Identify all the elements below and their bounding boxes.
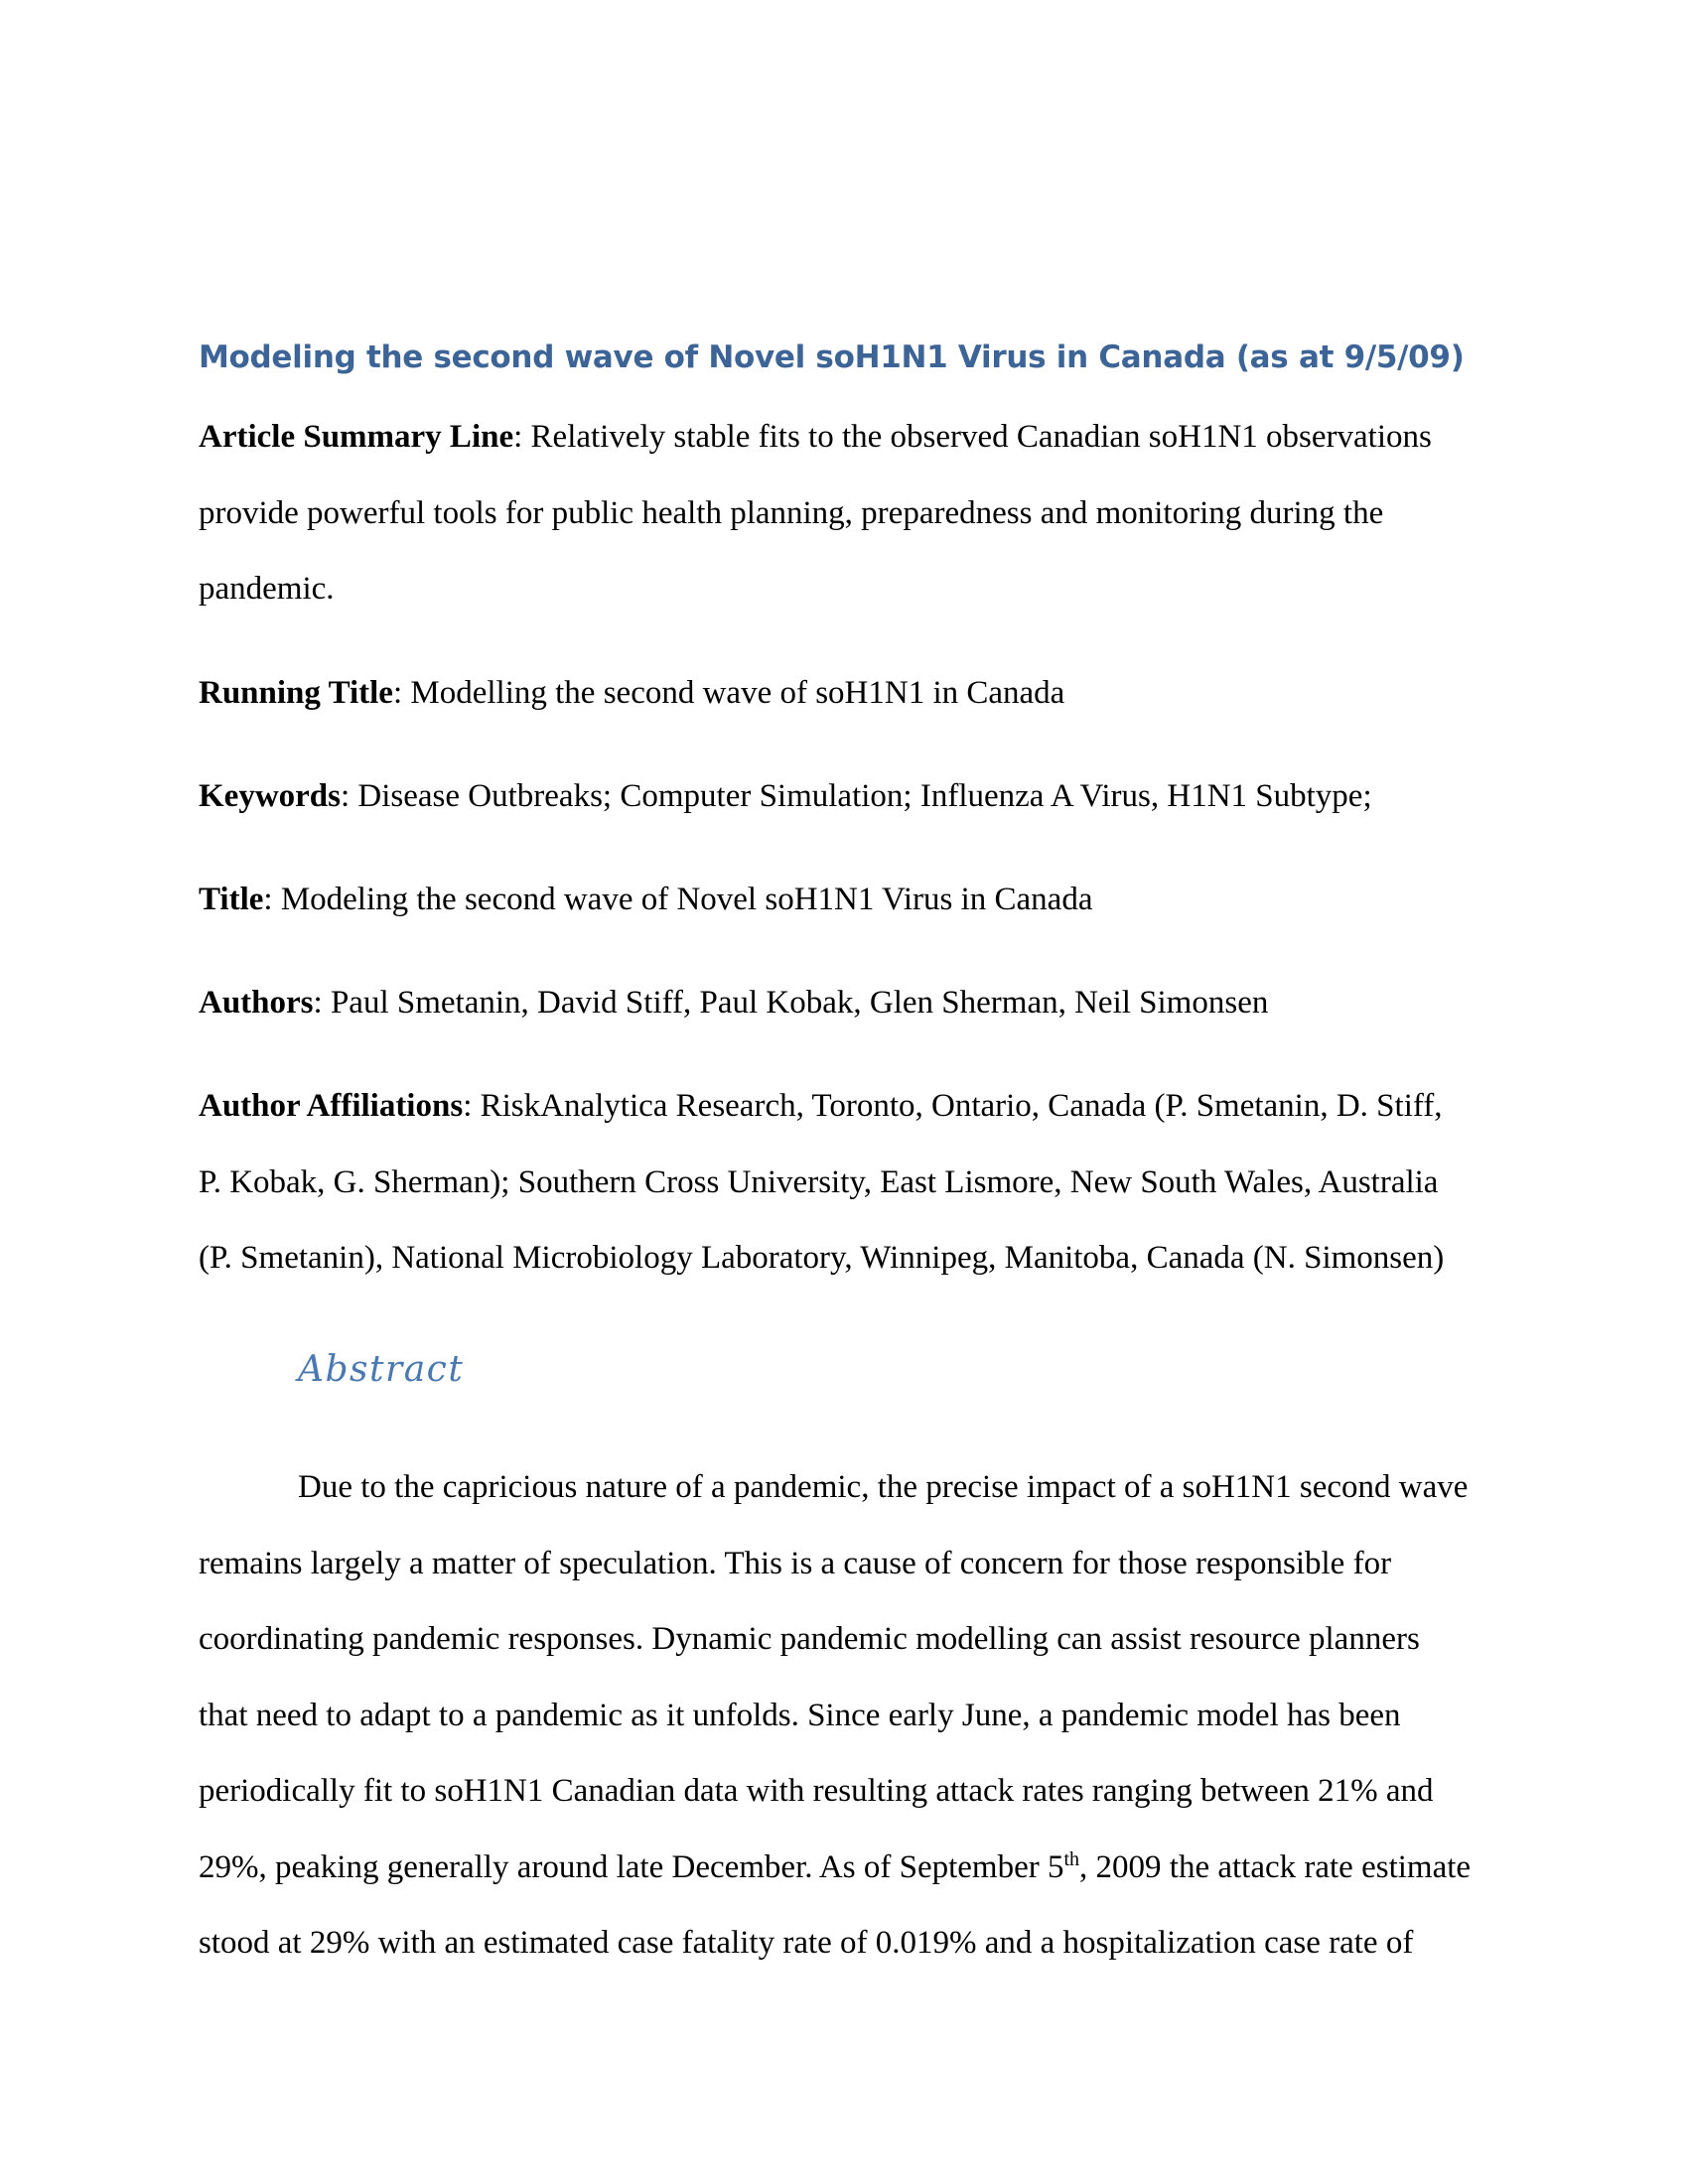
authors-field xyxy=(199,965,1499,1041)
title-field-label: Title xyxy=(199,882,264,917)
running-title-sep: : xyxy=(392,675,411,711)
keywords-field xyxy=(199,758,1499,835)
keywords-value: Disease Outbreaks; Computer Simulation; Influenza A Virus, H1N1 Subtype; xyxy=(357,778,1372,814)
summary-line-label: Article Summary Line xyxy=(199,419,514,455)
affiliations-field xyxy=(199,1068,1499,1297)
summary-line-first xyxy=(199,399,1499,476)
title-field-value: Modeling the second wave of Novel soH1N1 Virus in Canada xyxy=(280,882,1093,917)
authors-value: Paul Smetanin, David Stiff, Paul Kobak, Glen Sherman, Neil Simonsen xyxy=(330,985,1269,1021)
abstract-line-7: stood at 29% with an estimated case fatality rate of 0.019% and a hospitalization case rate of xyxy=(199,1925,1414,1961)
abstract-heading: Abstract xyxy=(298,1349,465,1390)
affiliations-text-1: RiskAnalytica Research, Toronto, Ontario, Canada (P. Smetanin, D. Stiff, xyxy=(480,1088,1443,1124)
running-title-label: Running Title xyxy=(199,675,393,711)
summary-line-text-3: pandemic. xyxy=(199,571,335,607)
summary-line-text-2: provide powerful tools for public health planning, preparedness and monitoring during the xyxy=(199,494,1384,531)
keywords-label: Keywords xyxy=(199,778,341,814)
abstract-date-sup: th xyxy=(1063,1847,1080,1870)
authors-sep: : xyxy=(313,985,331,1021)
affiliations-text-3: (P. Smetanin), National Microbiology Laboratory, Winnipeg, Manitoba, Canada (N. Simonsen) xyxy=(199,1240,1445,1276)
keywords-sep: : xyxy=(341,778,358,814)
abstract-line-5: periodically fit to soH1N1 Canadian data with resulting attack rates ranging between 21% and xyxy=(199,1773,1434,1809)
abstract-line-2: remains largely a matter of speculation. This is a cause of concern for those responsible for xyxy=(199,1545,1392,1581)
abstract-line-6 xyxy=(199,1830,1499,1906)
abstract-date-after: , 2009 the attack rate estimate xyxy=(1079,1848,1472,1885)
running-title-value: Modelling the second wave of soH1N1 in Canada xyxy=(410,675,1065,711)
paper-title: Modeling the second wave of Novel soH1N1 Virus in Canada (as at 9/5/09) xyxy=(199,340,1465,375)
abstract-line-4: that need to adapt to a pandemic as it unfolds. Since early June, a pandemic model has been xyxy=(199,1697,1401,1733)
affiliations-sep: : xyxy=(463,1088,481,1124)
abstract-line-1: Due to the capricious nature of a pandemic, the precise impact of a soH1N1 second wave xyxy=(298,1469,1469,1505)
summary-line-text-1: Relatively stable fits to the observed Canadian soH1N1 observations xyxy=(530,419,1432,455)
affiliations-text-2: P. Kobak, G. Sherman); Southern Cross University, East Lismore, New South Wales, Australia xyxy=(199,1163,1439,1200)
summary-line-field xyxy=(199,399,1499,627)
abstract-body xyxy=(199,1449,1499,1981)
abstract-line-3: coordinating pandemic responses. Dynamic pandemic modelling can assist resource planners xyxy=(199,1621,1420,1657)
affiliations-first xyxy=(199,1068,1499,1145)
running-title-field xyxy=(199,655,1499,732)
title-field xyxy=(199,862,1499,938)
affiliations-label: Author Affiliations xyxy=(199,1088,464,1124)
abstract-date-before: 29%, peaking generally around late December. As of September 5 xyxy=(199,1848,1064,1885)
summary-line-sep: : xyxy=(513,419,531,455)
title-field-sep: : xyxy=(263,882,281,917)
authors-label: Authors xyxy=(199,985,314,1021)
